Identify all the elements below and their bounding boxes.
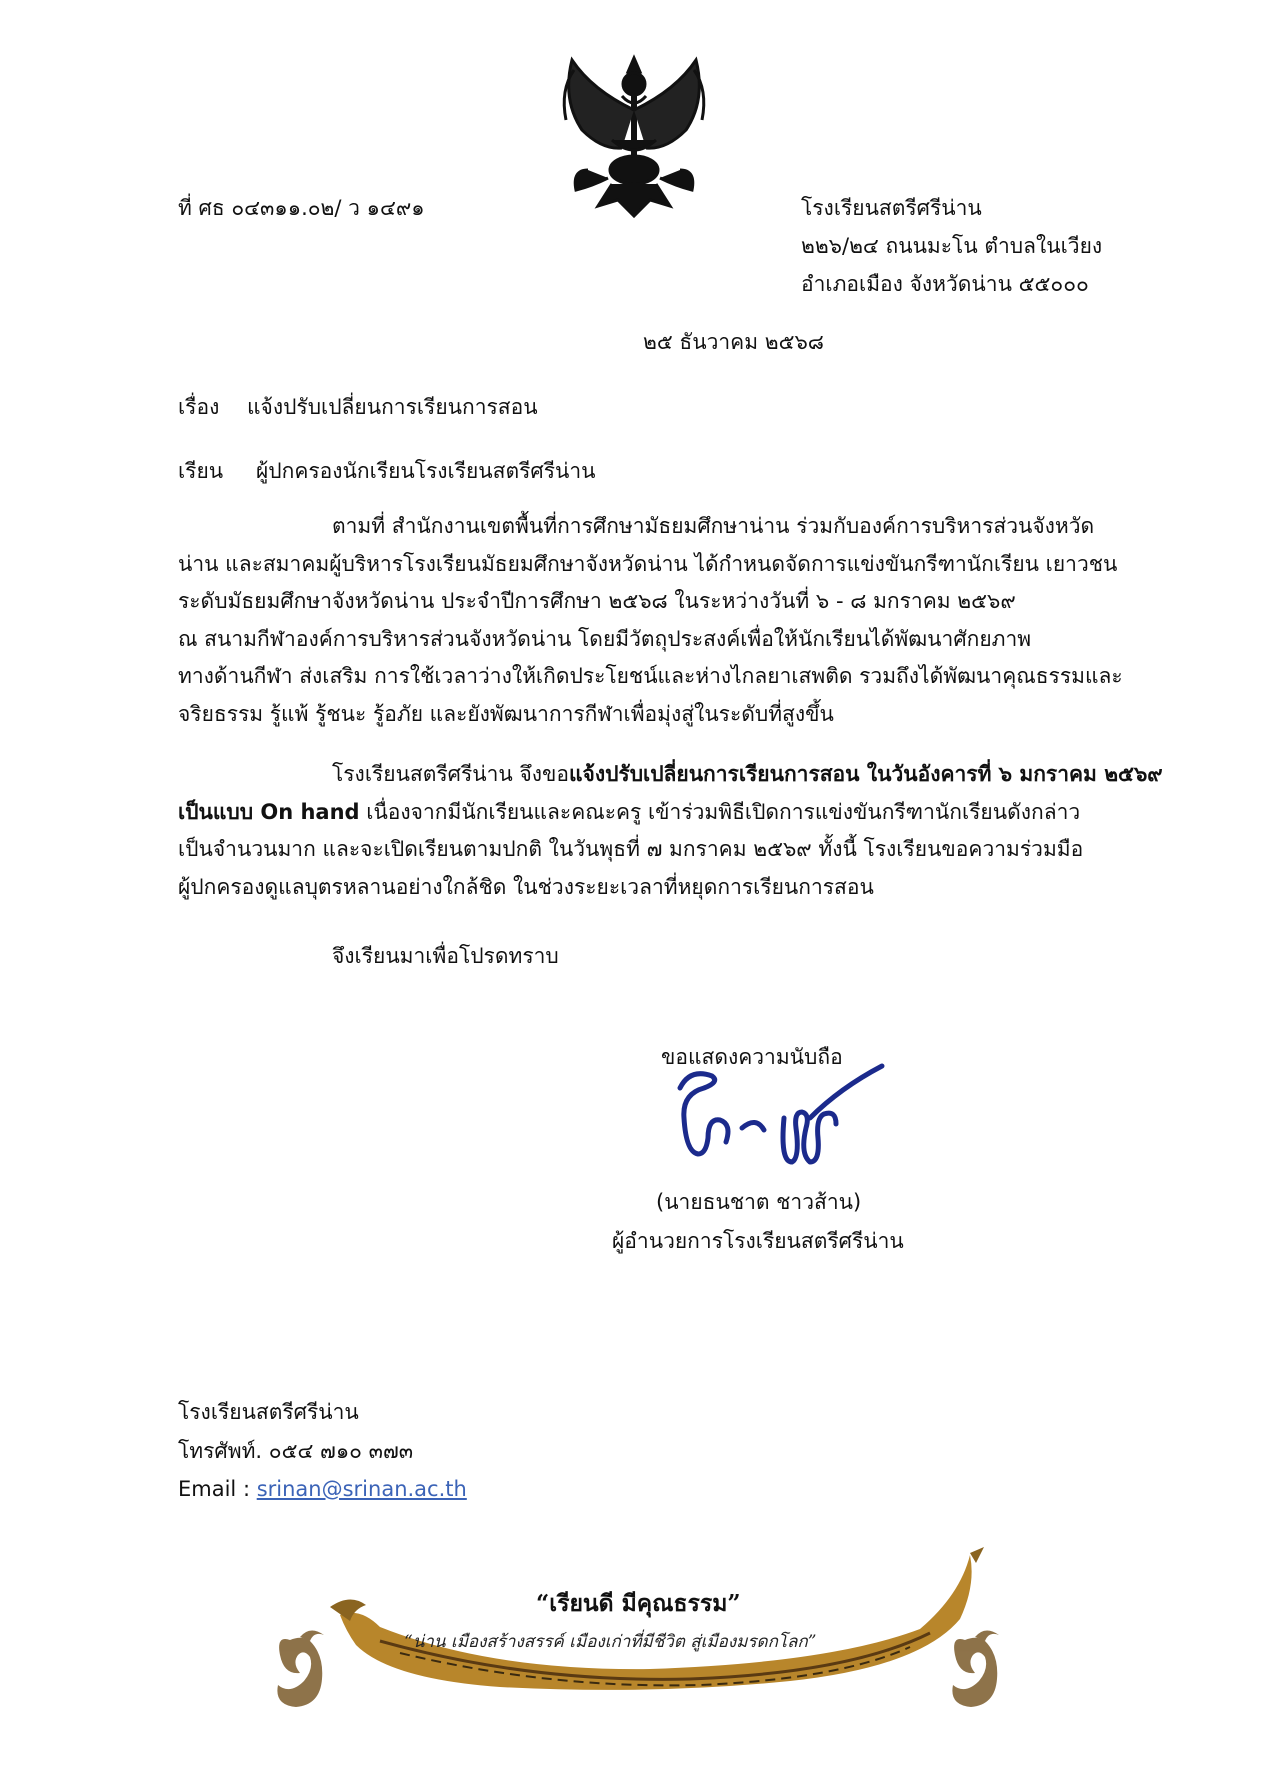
regards-text: ขอแสดงความนับถือ	[661, 1045, 843, 1069]
para1-line: ทางด้านกีฬา ส่งเสริม การใช้เวลาว่างให้เกิดประโยชน์และห่างไกลยาเสพติด รวมถึงได้พัฒนาคุณธรรมและ	[178, 664, 1123, 688]
para2-line	[178, 756, 1163, 794]
para1-line: จริยธรรม รู้แพ้ รู้ชนะ รู้อภัย และยังพัฒนาการกีฬาเพื่อมุ่งสู่ในระดับที่สูงขึ้น	[178, 701, 834, 726]
contact-phone: โทรศัพท์. ๐๕๔ ๗๑๐ ๓๗๓	[178, 1439, 414, 1463]
body-paragraph-2	[178, 756, 1163, 906]
motto-title: “เรียนดี มีคุณธรรม”	[536, 1590, 741, 1617]
para2-line: เป็นจำนวนมาก และจะเปิดเรียนตามปกติ ในวันพุธที่ ๗ มกราคม ๒๕๖๙ ทั้งนี้ โรงเรียนขอความร่วมมือ	[178, 837, 1084, 861]
para2-plain-text: เนื่องจากมีนักเรียนและคณะครู เข้าร่วมพิธีเปิดการแข่งขันกรีฑานักเรียนดังกล่าว	[359, 799, 1081, 824]
subject-label: เรื่อง	[178, 395, 220, 419]
address-line-2: อำเภอเมือง จังหวัดน่าน ๕๕๐๐๐	[801, 272, 1089, 296]
reference-number: ที่ ศธ ๐๔๓๑๑.๐๒/ ว ๑๔๙๑	[178, 196, 425, 220]
contact-email-row	[178, 1474, 467, 1504]
email-label: Email :	[178, 1477, 257, 1501]
para1-line: ตามที่ สำนักงานเขตพื้นที่การศึกษามัธยมศึกษาน่าน ร่วมกับองค์การบริหารส่วนจังหวัด	[332, 514, 1095, 538]
para1-line: ณ สนามกีฬาองค์การบริหารส่วนจังหวัดน่าน โดยมีวัตถุประสงค์เพื่อให้นักเรียนได้พัฒนาศักยภาพ	[178, 626, 1032, 651]
signer-name: (นายธนชาต ชาวส้าน)	[656, 1190, 862, 1214]
para1-line: ระดับมัธยมศึกษาจังหวัดน่าน ประจำปีการศึกษา ๒๕๖๘ ในระหว่างวันที่ ๖ - ๘ มกราคม ๒๕๖๙	[178, 589, 1016, 613]
recipient-text: ผู้ปกครองนักเรียนโรงเรียนสตรีศรีน่าน	[256, 459, 596, 483]
closing-text: จึงเรียนมาเพื่อโปรดทราบ	[332, 944, 559, 968]
para2-line	[178, 794, 1163, 832]
recipient-label: เรียน	[178, 459, 224, 483]
para2-emphasis-text: แจ้งปรับเปลี่ยนการเรียนการสอน ในวันอังคารที่ ๖ มกราคม ๒๕๖๙	[568, 762, 1163, 786]
address-line-1: ๒๒๖/๒๔ ถนนมะโน ตำบลในเวียง	[801, 234, 1103, 258]
subject-text: แจ้งปรับเปลี่ยนการเรียนการสอน	[247, 395, 538, 419]
letter-date: ๒๕ ธันวาคม ๒๕๖๘	[643, 330, 825, 354]
motto-subtitle: “น่าน เมืองสร้างสรรค์ เมืองเก่าที่มีชีวิต สู่เมืองมรดกโลก”	[404, 1632, 817, 1652]
school-name: โรงเรียนสตรีศรีน่าน	[801, 196, 982, 220]
para1-line: น่าน และสมาคมผู้บริหารโรงเรียนมัธยมศึกษาจังหวัดน่าน ได้กำหนดจัดการแข่งขันกรีฑานักเรียน เยาวชน	[178, 551, 1118, 576]
para2-emphasis-text: เป็นแบบ On hand	[178, 799, 360, 824]
email-link[interactable]: srinan@srinan.ac.th	[256, 1477, 467, 1501]
para2-plain-text: โรงเรียนสตรีศรีน่าน จึงขอ	[332, 762, 569, 786]
body-paragraph-1	[178, 508, 1123, 733]
signer-position: ผู้อำนวยการโรงเรียนสตรีศรีน่าน	[612, 1229, 904, 1253]
para2-line: ผู้ปกครองดูแลบุตรหลานอย่างใกล้ชิด ในช่วงระยะเวลาที่หยุดการเรียนการสอน	[178, 874, 874, 899]
garuda-emblem-icon	[552, 50, 716, 222]
contact-school: โรงเรียนสตรีศรีน่าน	[178, 1400, 359, 1424]
handwritten-signature	[660, 1058, 890, 1178]
